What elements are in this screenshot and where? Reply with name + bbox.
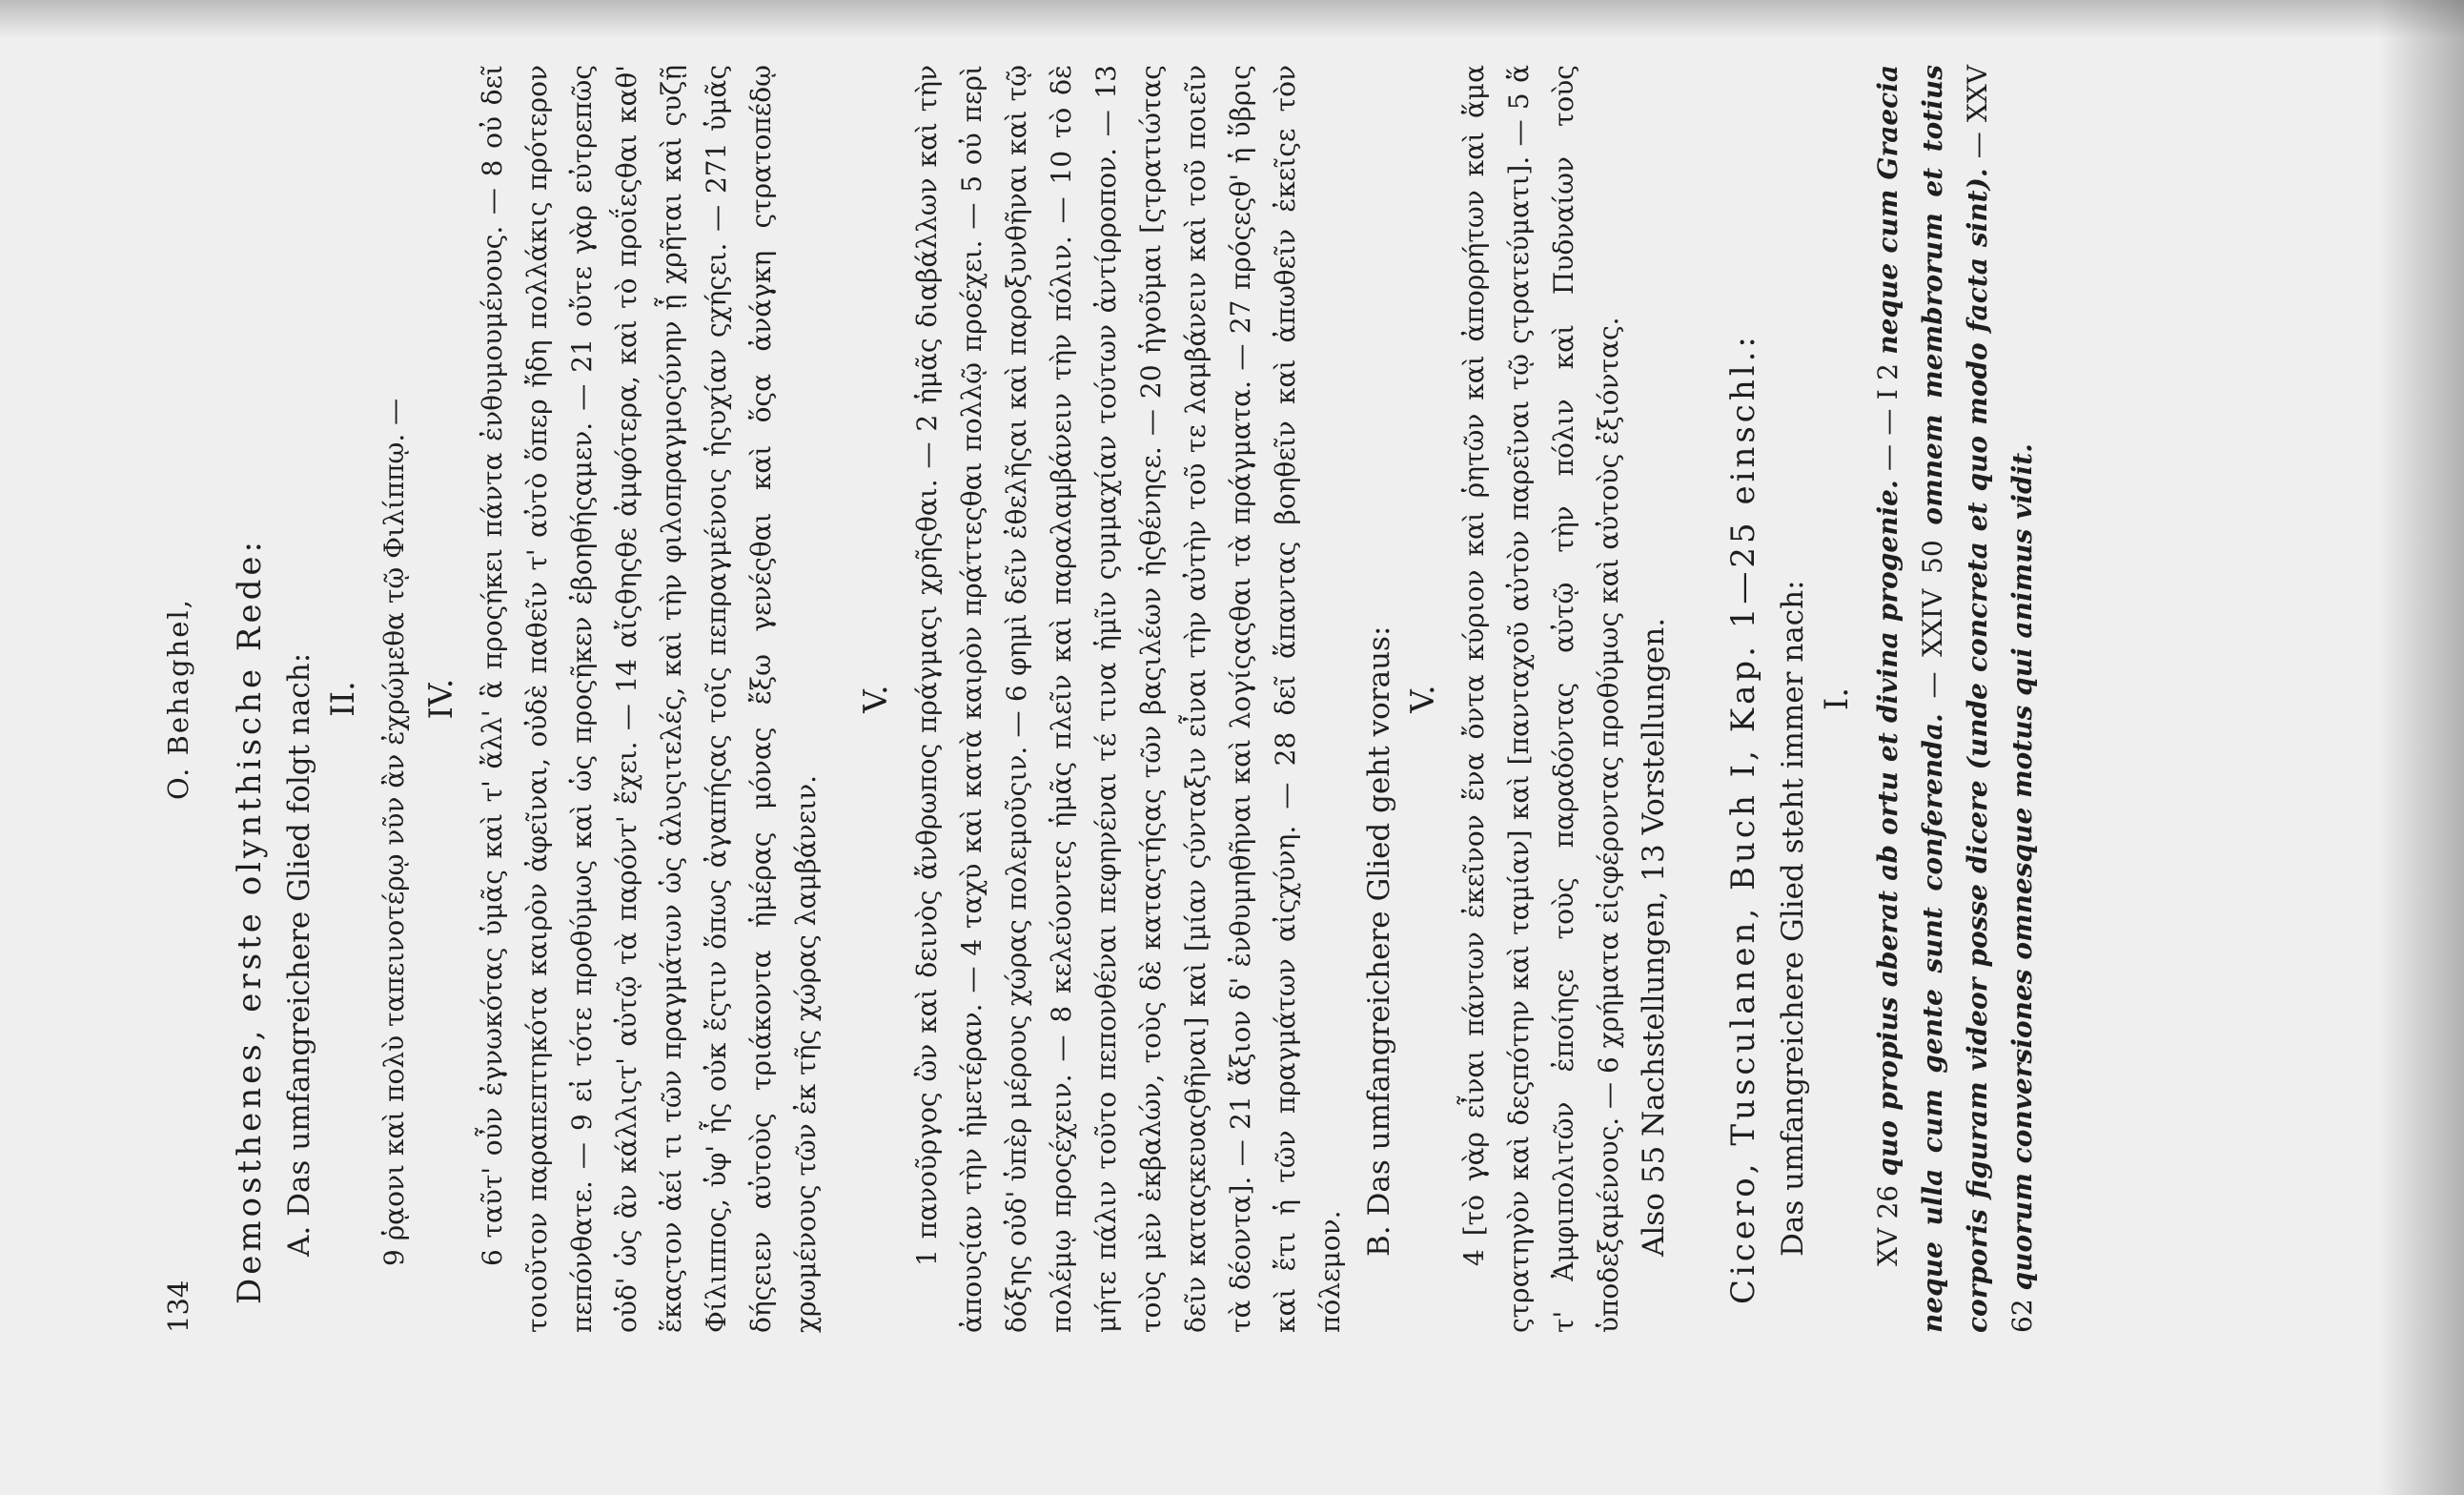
section-title-cicero: Cicero, Tusculanen, Buch I, Kap. 1—25 einschl.: (1724, 333, 1762, 1304)
latin-quote: omnem membrorum et totius corporis figuram videor posse dicere (unde concreta et quo modo facta sint). (1917, 64, 1993, 1333)
paragraph-v-b: 4 [τὸ γὰρ εἶναι πάντων ἐκεῖνον ἕνα ὄντα κύριον καὶ ῥητῶν καὶ ἀπορρήτων καὶ ἅμα ςτρατηγὸν καὶ δεςπότην καὶ ταμίαν] καὶ [πανταχοῦ αὐτὸν παρεῖναι τῷ ςτρατεύματι]. — 5 ἅ τ' Ἀμφιπολιτῶν ἐποίηςε τοὺς παραδόντας αὐτῷ τὴν πόλιν καὶ Πυδναίων τοὺς ὑποδεξαμένους. — 6 χρήματα εἰςφέροντας προθύμως καὶ αὐτοὺς ἐξιόντας. (1458, 65, 1624, 1333)
citation-ref: — XXIV 50 (1917, 540, 1948, 699)
section-title-demosthenes: Demosthenes, erste olynthische Rede: (231, 538, 269, 1304)
running-head (162, 65, 204, 1333)
latin-quote: quo propius aberat ab ortu et divina progenie. (1872, 480, 1904, 1177)
latin-quote: quorum conversiones omnesque motus qui animus vidit. (2006, 443, 2038, 1291)
citation-ref: — — I 2 (1872, 363, 1904, 471)
citation-ref: — XXV 62 (1962, 65, 2038, 1333)
numeral-iv: IV. (422, 678, 460, 720)
numeral-i: I. (1818, 686, 1856, 711)
paragraph-iv: 6 ταῦτ' οὖν ἐγνωκότας ὑμᾶς καὶ τ' ἄλλ' ἃ προςήκει πάντα ἐνθυμουμένους. — 8 οὐ δεῖ τοιοῦτον παραπεπτηκότα καιρὸν ἀφεῖναι, οὐδὲ παθεῖν τ' αὐτὸ ὅπερ ἤδη πολλάκις πρότερον πεπόνθατε. — 9 εἰ τότε προθύμως καὶ ὡς προςῆκεν ἐβοηθήςαμεν. — 21 οὔτε γὰρ εὐτρεπῶς οὐδ' ὡς ἂν κάλλιςτ' αὐτῷ τὰ παρόντ' ἔχει. — 14 αἴςθηςθε ἀμφότερα, καὶ τὸ προΐεςθαι καθ' ἕκαςτον ἀεί τι τῶν πραγμάτων ὡς ἀλυςιτελές, καὶ τὴν φιλοπραγμοςύνην ᾗ χρῆται καὶ ςυζῇ Φίλιππος, ὑφ' ἧς οὐκ ἔςτιν ὅπως ἀγαπήςας τοῖς πεπραγμένοις ἡςυχίαν ςχήςει. — 271 ὑμᾶς δήςειεν αὐτοὺς τριάκοντα ἡμέρας μόνας ἔξω γενέςθαι καὶ ὅςα ἀνάγκη ςτρατοπέδῳ χρωμένους τῶν ἐκ τῆς χώρας λαμβάνειν. (477, 65, 822, 1333)
latin-quote: neque cum Graecia neque ulla cum gente sunt conferenda. (1872, 65, 1948, 1333)
summary-line: Also 55 Nachstellungen, 13 Vorstellungen. (1637, 617, 1671, 1257)
paragraph-v: 1 πανοῦργος ὢν καὶ δεινὸς ἄνθρωπος πράγμαςι χρῆςθαι. — 2 ἡμᾶς διαβάλλων καὶ τὴν ἀπουςίαν τὴν ἡμετέραν. — 4 ταχὺ καὶ κατὰ καιρὸν πράττεςθαι πολλῷ προέχει. — 5 οὐ περὶ δόξης οὐδ' ὑπὲρ μέρους χώρας πολεμοῦςιν. — 6 φημὶ δεῖν ἐθελῆςαι καὶ παροξυνθῆναι καὶ τῷ πολέμῳ προςέχειν. — 8 κελεύοντες ἡμᾶς πλεῖν καὶ παραλαμβάνειν τὴν πόλιν. — 10 τὸ δὲ μήτε πάλιν τοῦτο πεπονθέναι πεφηνέναι τέ τινα ἡμῖν ςυμμαχίαν τούτων ἀντίρροπον. — 13 τοὺς μὲν ἐκβαλών, τοὺς δὲ καταςτήςας τῶν βαςιλέων ἠςθένηςε. — 20 ἡγοῦμαι [ςτρατιώτας δεῖν καταςκευαςθῆναι] καὶ [μίαν ςύνταξιν εἶναι τὴν αὐτὴν τοῦ τε λαμβάνειν καὶ τοῦ ποιεῖν τὰ δέοντα]. — 21 ἄξιον δ' ἐνθυμηθῆναι καὶ λογίςαςθαι τὰ πράγματα. — 27 πρόςεςθ' ἡ ὕβρις καὶ ἔτι ἡ τῶν πραγμάτων αἰςχύνη. — 28 δεῖ ἅπαντας βοηθεῖν καὶ ἀπωθεῖν ἐκεῖςε τὸν πόλεμον. (911, 65, 1346, 1333)
subsection-a-title: A. Das umfangreichere Glied folgt nach: (282, 652, 316, 1257)
numeral-v: V. (857, 685, 895, 713)
running-head-author: O. Behaghel, (162, 598, 194, 800)
page-content (162, 65, 2045, 1333)
subsection-b-title: B. Das umfangreichere Glied geht voraus: (1362, 625, 1396, 1257)
citation-ref: XV 26 (1872, 1184, 1904, 1266)
paragraph-ii: 9 ῥᾳονι καὶ πολὺ ταπεινοτέρῳ νῦν ἂν ἐχρώμεθα τῷ Φιλίππῳ. — (378, 398, 410, 1266)
numeral-ii: II. (324, 681, 362, 717)
page-number: 134 (162, 1280, 194, 1333)
paragraph-cicero (1865, 65, 2045, 1333)
numeral-v-b: V. (1404, 685, 1442, 713)
subsection-cicero-title: Das umfangreichere Glied steht immer nach: (1776, 580, 1810, 1257)
